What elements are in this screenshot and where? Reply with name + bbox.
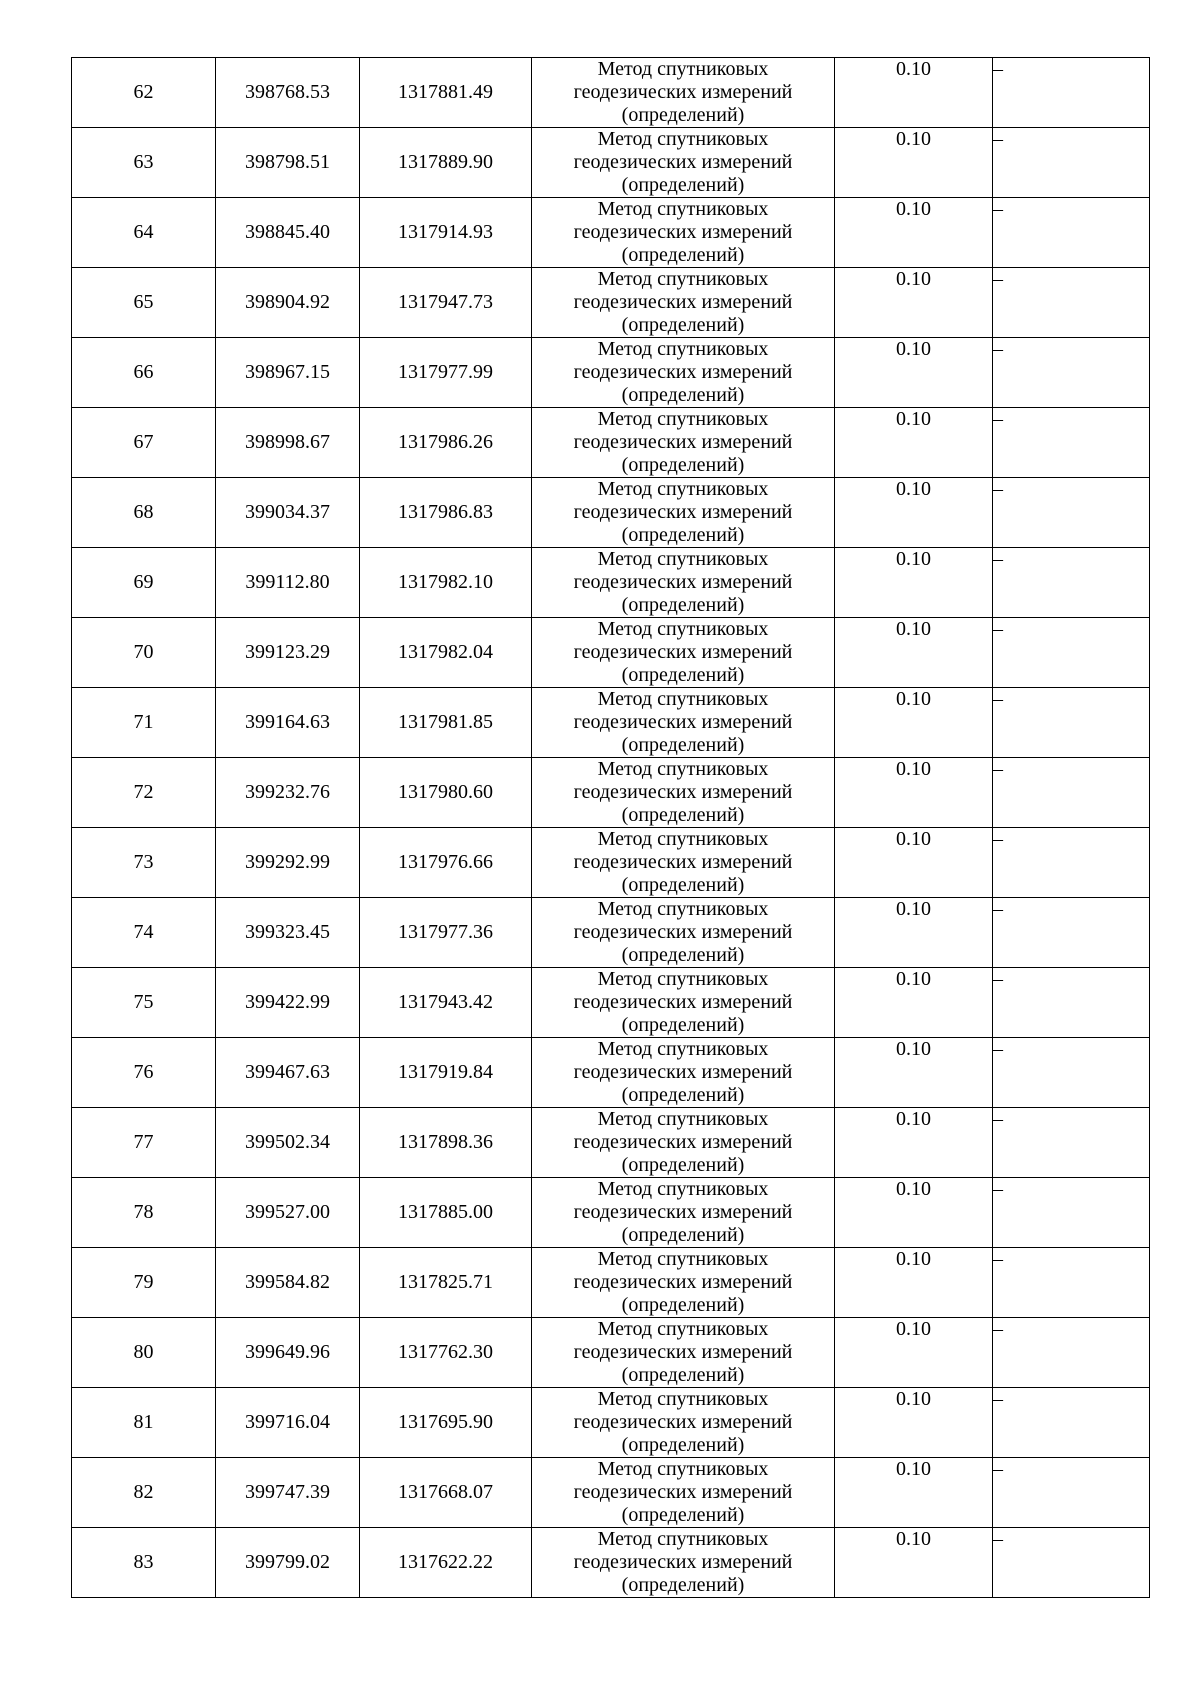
method-line: Метод спутниковых	[597, 268, 769, 290]
point-number-cell: 78	[72, 1178, 216, 1248]
method-line: Метод спутниковых	[597, 58, 769, 80]
method-cell	[532, 408, 835, 478]
method-line: (определений)	[621, 524, 745, 546]
point-number-cell: 70	[72, 618, 216, 688]
table-row	[72, 478, 1150, 548]
accuracy-cell: 0.10	[835, 1038, 993, 1108]
method-line: (определений)	[621, 1294, 745, 1316]
method-line: геодезических измерений	[573, 501, 793, 523]
point-number-cell: 67	[72, 408, 216, 478]
method-cell	[532, 898, 835, 968]
x-coordinate-cell: 399323.45	[216, 898, 360, 968]
accuracy-cell: 0.10	[835, 1388, 993, 1458]
method-line: (определений)	[621, 1014, 745, 1036]
y-coordinate-cell: 1317980.60	[360, 758, 532, 828]
note-cell: –	[993, 1038, 1150, 1108]
method-line: геодезических измерений	[573, 1201, 793, 1223]
accuracy-cell: 0.10	[835, 268, 993, 338]
method-cell	[532, 968, 835, 1038]
table-row	[72, 268, 1150, 338]
note-cell: –	[993, 1388, 1150, 1458]
method-line: Метод спутниковых	[597, 618, 769, 640]
y-coordinate-cell: 1317914.93	[360, 198, 532, 268]
method-line: (определений)	[621, 874, 745, 896]
accuracy-cell: 0.10	[835, 688, 993, 758]
y-coordinate-cell: 1317825.71	[360, 1248, 532, 1318]
method-line: (определений)	[621, 104, 745, 126]
method-cell	[532, 618, 835, 688]
table-row	[72, 1458, 1150, 1528]
note-cell: –	[993, 1458, 1150, 1528]
method-line: геодезических измерений	[573, 1481, 793, 1503]
method-line: (определений)	[621, 314, 745, 336]
accuracy-cell: 0.10	[835, 1458, 993, 1528]
document-page	[71, 57, 1150, 1598]
point-number-cell: 64	[72, 198, 216, 268]
method-line: Метод спутниковых	[597, 478, 769, 500]
note-cell: –	[993, 1178, 1150, 1248]
method-line: (определений)	[621, 1364, 745, 1386]
note-cell: –	[993, 1528, 1150, 1598]
method-cell	[532, 478, 835, 548]
point-number-cell: 83	[72, 1528, 216, 1598]
method-line: геодезических измерений	[573, 851, 793, 873]
method-line: Метод спутниковых	[597, 128, 769, 150]
x-coordinate-cell: 399232.76	[216, 758, 360, 828]
method-cell	[532, 1458, 835, 1528]
y-coordinate-cell: 1317889.90	[360, 128, 532, 198]
table-row	[72, 128, 1150, 198]
accuracy-cell: 0.10	[835, 618, 993, 688]
table-row	[72, 58, 1150, 128]
table-row	[72, 758, 1150, 828]
x-coordinate-cell: 399292.99	[216, 828, 360, 898]
point-number-cell: 65	[72, 268, 216, 338]
method-line: геодезических измерений	[573, 151, 793, 173]
point-number-cell: 81	[72, 1388, 216, 1458]
method-line: геодезических измерений	[573, 991, 793, 1013]
y-coordinate-cell: 1317885.00	[360, 1178, 532, 1248]
method-line: Метод спутниковых	[597, 1108, 769, 1130]
x-coordinate-cell: 399584.82	[216, 1248, 360, 1318]
note-cell: –	[993, 58, 1150, 128]
y-coordinate-cell: 1317977.99	[360, 338, 532, 408]
accuracy-cell: 0.10	[835, 1318, 993, 1388]
note-cell: –	[993, 548, 1150, 618]
point-number-cell: 66	[72, 338, 216, 408]
table-row	[72, 1038, 1150, 1108]
y-coordinate-cell: 1317981.85	[360, 688, 532, 758]
method-cell	[532, 1178, 835, 1248]
method-cell	[532, 1388, 835, 1458]
accuracy-cell: 0.10	[835, 968, 993, 1038]
x-coordinate-cell: 399747.39	[216, 1458, 360, 1528]
accuracy-cell: 0.10	[835, 408, 993, 478]
x-coordinate-cell: 398768.53	[216, 58, 360, 128]
y-coordinate-cell: 1317881.49	[360, 58, 532, 128]
y-coordinate-cell: 1317622.22	[360, 1528, 532, 1598]
note-cell: –	[993, 338, 1150, 408]
method-line: геодезических измерений	[573, 921, 793, 943]
point-number-cell: 73	[72, 828, 216, 898]
method-line: (определений)	[621, 1154, 745, 1176]
table-row	[72, 1178, 1150, 1248]
y-coordinate-cell: 1317947.73	[360, 268, 532, 338]
method-line: геодезических измерений	[573, 1341, 793, 1363]
method-line: Метод спутниковых	[597, 1038, 769, 1060]
method-line: (определений)	[621, 804, 745, 826]
method-line: (определений)	[621, 1084, 745, 1106]
method-line: Метод спутниковых	[597, 1388, 769, 1410]
method-line: (определений)	[621, 734, 745, 756]
x-coordinate-cell: 399164.63	[216, 688, 360, 758]
y-coordinate-cell: 1317668.07	[360, 1458, 532, 1528]
method-line: Метод спутниковых	[597, 898, 769, 920]
table-row	[72, 1318, 1150, 1388]
note-cell: –	[993, 1318, 1150, 1388]
point-number-cell: 63	[72, 128, 216, 198]
method-line: Метод спутниковых	[597, 408, 769, 430]
table-row	[72, 1108, 1150, 1178]
method-line: Метод спутниковых	[597, 688, 769, 710]
method-line: геодезических измерений	[573, 431, 793, 453]
method-cell	[532, 128, 835, 198]
method-line: (определений)	[621, 454, 745, 476]
x-coordinate-cell: 399799.02	[216, 1528, 360, 1598]
y-coordinate-cell: 1317898.36	[360, 1108, 532, 1178]
y-coordinate-cell: 1317762.30	[360, 1318, 532, 1388]
method-line: Метод спутниковых	[597, 338, 769, 360]
note-cell: –	[993, 828, 1150, 898]
note-cell: –	[993, 758, 1150, 828]
method-line: геодезических измерений	[573, 81, 793, 103]
x-coordinate-cell: 399123.29	[216, 618, 360, 688]
y-coordinate-cell: 1317943.42	[360, 968, 532, 1038]
point-number-cell: 80	[72, 1318, 216, 1388]
note-cell: –	[993, 128, 1150, 198]
method-line: (определений)	[621, 664, 745, 686]
method-line: геодезических измерений	[573, 1131, 793, 1153]
note-cell: –	[993, 688, 1150, 758]
method-line: геодезических измерений	[573, 641, 793, 663]
method-cell	[532, 1108, 835, 1178]
accuracy-cell: 0.10	[835, 478, 993, 548]
table-row	[72, 198, 1150, 268]
method-line: Метод спутниковых	[597, 198, 769, 220]
point-number-cell: 69	[72, 548, 216, 618]
accuracy-cell: 0.10	[835, 828, 993, 898]
accuracy-cell: 0.10	[835, 1178, 993, 1248]
x-coordinate-cell: 398998.67	[216, 408, 360, 478]
method-line: Метод спутниковых	[597, 1248, 769, 1270]
table-row	[72, 408, 1150, 478]
accuracy-cell: 0.10	[835, 548, 993, 618]
method-cell	[532, 1528, 835, 1598]
point-number-cell: 76	[72, 1038, 216, 1108]
method-line: (определений)	[621, 1504, 745, 1526]
y-coordinate-cell: 1317986.83	[360, 478, 532, 548]
x-coordinate-cell: 399034.37	[216, 478, 360, 548]
table-row	[72, 1248, 1150, 1318]
method-line: геодезических измерений	[573, 361, 793, 383]
method-line: геодезических измерений	[573, 571, 793, 593]
method-cell	[532, 338, 835, 408]
method-line: (определений)	[621, 1434, 745, 1456]
method-line: Метод спутниковых	[597, 968, 769, 990]
method-line: Метод спутниковых	[597, 828, 769, 850]
accuracy-cell: 0.10	[835, 1248, 993, 1318]
y-coordinate-cell: 1317982.10	[360, 548, 532, 618]
method-line: геодезических измерений	[573, 711, 793, 733]
accuracy-cell: 0.10	[835, 1528, 993, 1598]
table-row	[72, 548, 1150, 618]
x-coordinate-cell: 399112.80	[216, 548, 360, 618]
method-line: (определений)	[621, 174, 745, 196]
table-row	[72, 688, 1150, 758]
y-coordinate-cell: 1317986.26	[360, 408, 532, 478]
table-row	[72, 338, 1150, 408]
x-coordinate-cell: 399649.96	[216, 1318, 360, 1388]
x-coordinate-cell: 399502.34	[216, 1108, 360, 1178]
method-line: геодезических измерений	[573, 1271, 793, 1293]
method-cell	[532, 1318, 835, 1388]
method-line: Метод спутниковых	[597, 1178, 769, 1200]
x-coordinate-cell: 399422.99	[216, 968, 360, 1038]
x-coordinate-cell: 398798.51	[216, 128, 360, 198]
point-number-cell: 82	[72, 1458, 216, 1528]
method-cell	[532, 198, 835, 268]
point-number-cell: 62	[72, 58, 216, 128]
method-cell	[532, 548, 835, 618]
point-number-cell: 68	[72, 478, 216, 548]
method-line: геодезических измерений	[573, 1061, 793, 1083]
point-number-cell: 79	[72, 1248, 216, 1318]
coordinates-table	[71, 57, 1150, 1598]
point-number-cell: 74	[72, 898, 216, 968]
method-cell	[532, 758, 835, 828]
y-coordinate-cell: 1317919.84	[360, 1038, 532, 1108]
method-line: геодезических измерений	[573, 1551, 793, 1573]
method-line: (определений)	[621, 244, 745, 266]
table-row	[72, 828, 1150, 898]
y-coordinate-cell: 1317982.04	[360, 618, 532, 688]
method-line: (определений)	[621, 594, 745, 616]
table-row	[72, 1528, 1150, 1598]
x-coordinate-cell: 398845.40	[216, 198, 360, 268]
accuracy-cell: 0.10	[835, 128, 993, 198]
method-line: (определений)	[621, 384, 745, 406]
method-cell	[532, 1248, 835, 1318]
note-cell: –	[993, 268, 1150, 338]
method-cell	[532, 58, 835, 128]
table-row	[72, 1388, 1150, 1458]
method-line: Метод спутниковых	[597, 1528, 769, 1550]
accuracy-cell: 0.10	[835, 338, 993, 408]
note-cell: –	[993, 198, 1150, 268]
method-line: Метод спутниковых	[597, 1318, 769, 1340]
method-line: геодезических измерений	[573, 291, 793, 313]
x-coordinate-cell: 398904.92	[216, 268, 360, 338]
table-row	[72, 618, 1150, 688]
method-line: Метод спутниковых	[597, 758, 769, 780]
method-cell	[532, 828, 835, 898]
y-coordinate-cell: 1317977.36	[360, 898, 532, 968]
method-line: (определений)	[621, 944, 745, 966]
note-cell: –	[993, 968, 1150, 1038]
x-coordinate-cell: 399467.63	[216, 1038, 360, 1108]
method-cell	[532, 268, 835, 338]
accuracy-cell: 0.10	[835, 58, 993, 128]
accuracy-cell: 0.10	[835, 1108, 993, 1178]
note-cell: –	[993, 618, 1150, 688]
accuracy-cell: 0.10	[835, 898, 993, 968]
y-coordinate-cell: 1317695.90	[360, 1388, 532, 1458]
point-number-cell: 77	[72, 1108, 216, 1178]
method-line: геодезических измерений	[573, 1411, 793, 1433]
method-cell	[532, 1038, 835, 1108]
x-coordinate-cell: 399716.04	[216, 1388, 360, 1458]
note-cell: –	[993, 898, 1150, 968]
note-cell: –	[993, 1108, 1150, 1178]
method-line: (определений)	[621, 1224, 745, 1246]
y-coordinate-cell: 1317976.66	[360, 828, 532, 898]
point-number-cell: 72	[72, 758, 216, 828]
method-line: Метод спутниковых	[597, 548, 769, 570]
note-cell: –	[993, 478, 1150, 548]
note-cell: –	[993, 408, 1150, 478]
x-coordinate-cell: 399527.00	[216, 1178, 360, 1248]
x-coordinate-cell: 398967.15	[216, 338, 360, 408]
method-line: геодезических измерений	[573, 221, 793, 243]
method-line: Метод спутниковых	[597, 1458, 769, 1480]
method-line: геодезических измерений	[573, 781, 793, 803]
note-cell: –	[993, 1248, 1150, 1318]
table-row	[72, 898, 1150, 968]
point-number-cell: 75	[72, 968, 216, 1038]
coordinates-table-body	[72, 58, 1150, 1598]
point-number-cell: 71	[72, 688, 216, 758]
method-cell	[532, 688, 835, 758]
table-row	[72, 968, 1150, 1038]
accuracy-cell: 0.10	[835, 758, 993, 828]
accuracy-cell: 0.10	[835, 198, 993, 268]
method-line: (определений)	[621, 1574, 745, 1596]
